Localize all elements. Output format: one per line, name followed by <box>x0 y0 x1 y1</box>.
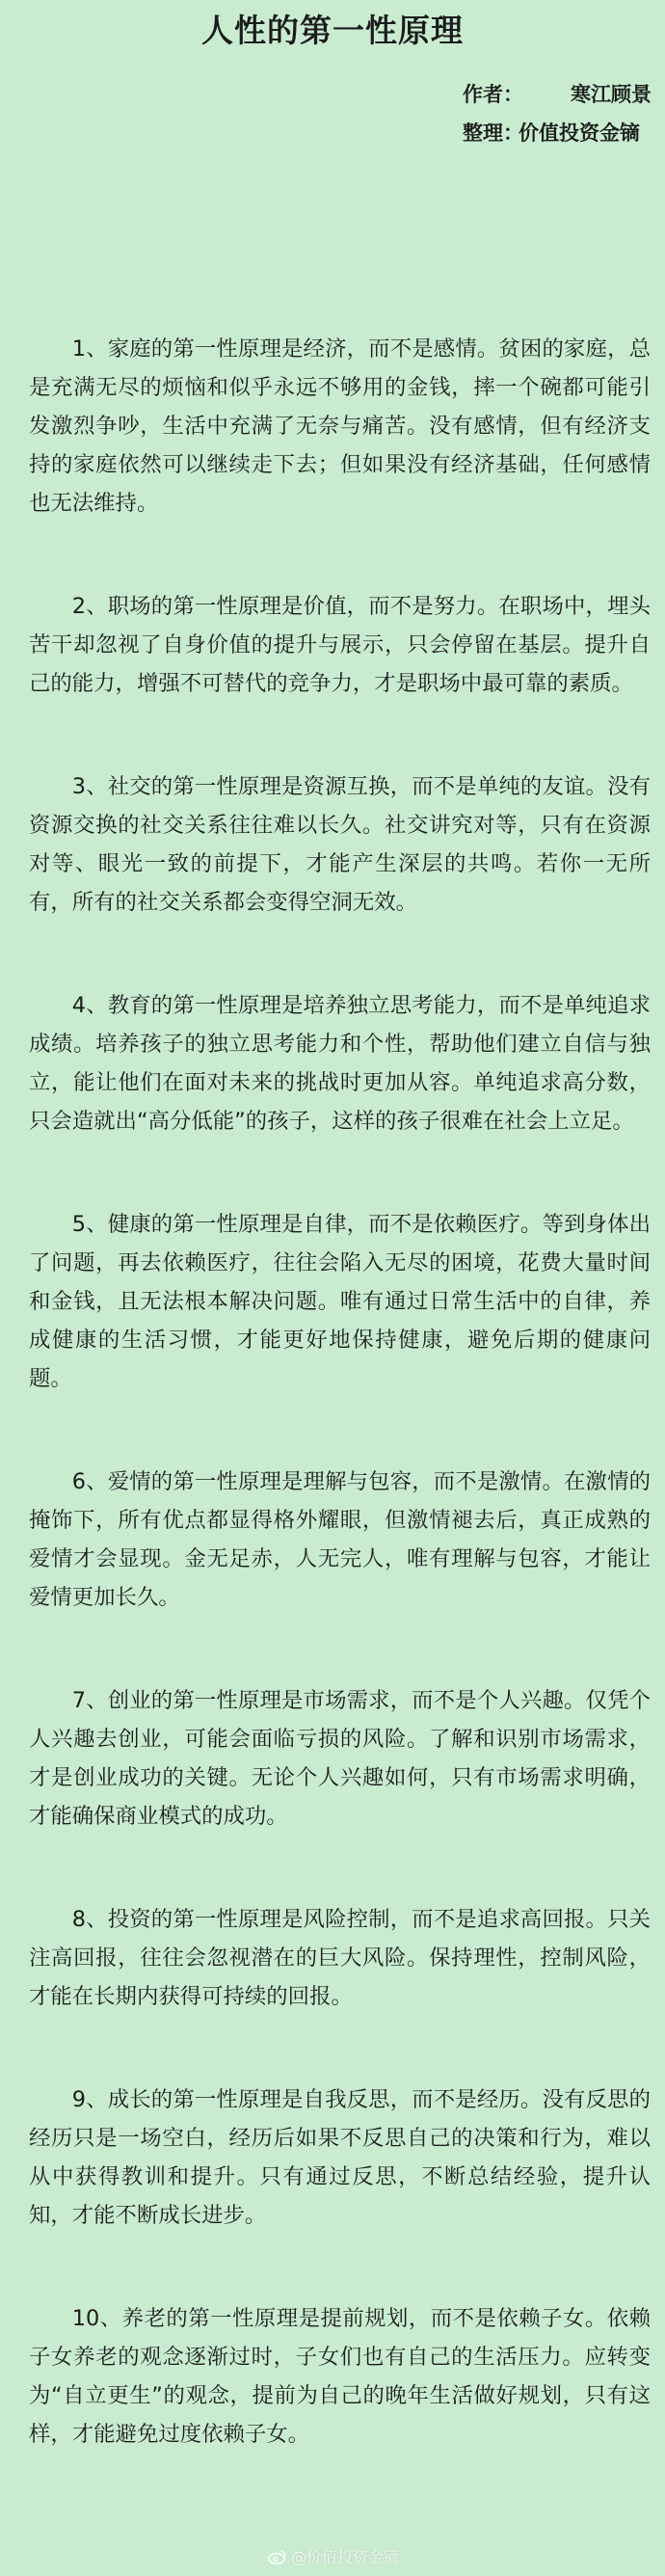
editor-name: 价值投资金镝 <box>519 121 640 145</box>
author-row <box>463 75 655 114</box>
paragraph-family: 1、家庭的第一性原理是经济，而不是感情。贫困的家庭，总是充满无尽的烦恼和似乎永远不够用的金钱，摔一个碗都可能引发激烈争吵，生活中充满了无奈与痛苦。没有感情，但有经济支持的家庭依然可以继续走下去；但如果没有经济基础，任何感情也无法维持。 <box>29 336 651 516</box>
watermark <box>268 2545 399 2567</box>
paragraph-entrepreneurship: 7、创业的第一性原理是市场需求，而不是个人兴趣。仅凭个人兴趣去创业，可能会面临亏损的风险。了解和识别市场需求，才是创业成功的关键。无论个人兴趣如何，只有市场需求明确，才能确保商业模式的成功。 <box>29 1688 651 1829</box>
article-body <box>29 330 651 2454</box>
paragraph-retirement: 10、养老的第一性原理是提前规划，而不是依赖子女。依赖子女养老的观念逐渐过时，子女们也有自己的生活压力。应转变为“自立更生”的观念，提前为自己的晚年生活做好规划，只有这样，才能避免过度依赖子女。 <box>29 2306 651 2447</box>
watermark-text: @价值投资金镝 <box>291 2548 400 2566</box>
paragraph-love: 6、爱情的第一性原理是理解与包容，而不是激情。在激情的掩饰下，所有优点都显得格外耀眼，但激情褪去后，真正成熟的爱情才会显现。金无足赤，人无完人，唯有理解与包容，才能让爱情更加长久。 <box>29 1469 651 1610</box>
paragraph-education: 4、教育的第一性原理是培养独立思考能力，而不是单纯追求成绩。培养孩子的独立思考能力和个性，帮助他们建立自信与独立，能让他们在面对未来的挑战时更加从容。单纯追求高分数，只会造就出“高分低能”的孩子，这样的孩子很难在社会上立足。 <box>29 993 651 1134</box>
paragraph-workplace: 2、职场的第一性原理是价值，而不是努力。在职场中，埋头苦干却忽视了自身价值的提升与展示，只会停留在基层。提升自己的能力，增强不可替代的竞争力，才是职场中最可靠的素质。 <box>29 594 651 696</box>
editor-row <box>463 114 655 152</box>
author-name: 寒江顾景 <box>571 83 652 106</box>
paragraph-growth: 9、成长的第一性原理是自我反思，而不是经历。没有反思的经历只是一场空白，经历后如果不反思自己的决策和行为，难以从中获得教训和提升。只有通过反思，不断总结经验，提升认知，才能不断成长进步。 <box>29 2087 651 2228</box>
author-label: 作者： <box>463 83 523 106</box>
paragraph-investment: 8、投资的第一性原理是风险控制，而不是追求高回报。只关注高回报，往往会忽视潜在的巨大风险。保持理性，控制风险，才能在长期内获得可持续的回报。 <box>29 1907 651 2009</box>
editor-label: 整理： <box>463 121 523 145</box>
weibo-icon <box>268 2549 287 2564</box>
paragraph-health: 5、健康的第一性原理是自律，而不是依赖医疗。等到身体出了问题，再去依赖医疗，往往会陷入无尽的困境，花费大量时间和金钱，且无法根本解决问题。唯有通过日常生活中的自律，养成健康的生活习惯，才能更好地保持健康，避免后期的健康问题。 <box>29 1212 651 1391</box>
paragraph-social: 3、社交的第一性原理是资源互换，而不是单纯的友谊。没有资源交换的社交关系往往难以长久。社交讲究对等，只有在资源对等、眼光一致的前提下，才能产生深层的共鸣。若你一无所有，所有的社交关系都会变得空洞无效。 <box>29 774 651 915</box>
credits-block <box>463 75 655 152</box>
page-title: 人性的第一性原理 <box>201 12 464 49</box>
